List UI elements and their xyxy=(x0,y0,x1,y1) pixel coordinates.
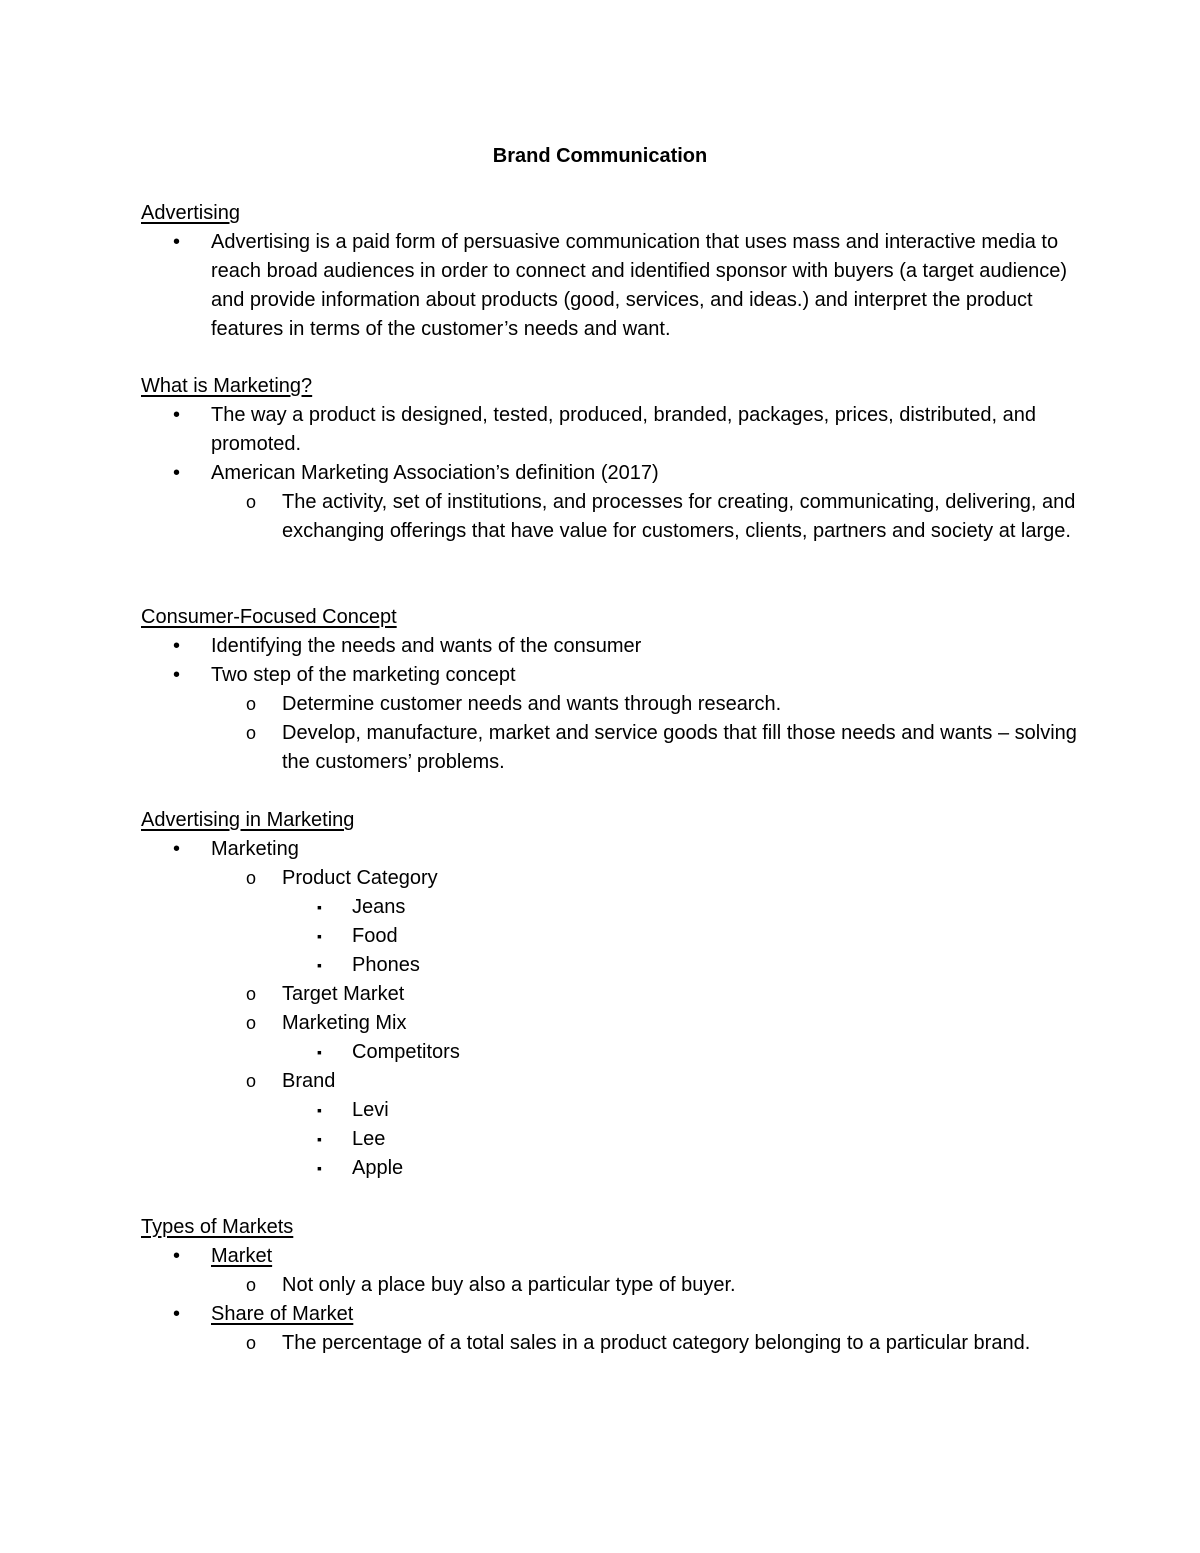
document-title: Brand Communication xyxy=(492,145,708,167)
circle-bullet-icon: o xyxy=(246,1275,257,1295)
section-consumer-focused-concept xyxy=(141,603,1101,777)
list-item-text: Jeans xyxy=(352,896,406,918)
bullet-icon: • xyxy=(173,1303,181,1325)
section-types-of-markets xyxy=(141,1213,1101,1358)
list-item xyxy=(141,1067,1101,1096)
bullet-icon: • xyxy=(173,462,181,484)
list-item-text: Target Market xyxy=(282,983,405,1005)
list-item xyxy=(141,661,1101,690)
list-item xyxy=(141,488,1101,546)
circle-bullet-icon: o xyxy=(246,984,257,1004)
list-item xyxy=(141,1329,1101,1358)
square-bullet-icon: ▪ xyxy=(317,1044,322,1060)
list-item xyxy=(141,980,1101,1009)
circle-bullet-icon: o xyxy=(246,1071,257,1091)
square-bullet-icon: ▪ xyxy=(317,928,322,944)
list-item xyxy=(141,1096,1101,1125)
list-item-text: Lee xyxy=(352,1128,386,1150)
bullet-icon: • xyxy=(173,231,181,253)
bullet-icon: • xyxy=(173,635,181,657)
section-heading: Advertising in Marketing xyxy=(141,809,355,831)
circle-bullet-icon: o xyxy=(246,868,257,888)
list-item-text: The activity, set of institutions, and processes for creating, communicating, delivering, and exchanging offerings that have value for customers, clients, partners and society at large. xyxy=(282,491,1076,542)
list-item-text: Levi xyxy=(352,1099,389,1121)
section-heading: What is Marketing? xyxy=(141,375,313,397)
list-item xyxy=(141,1125,1101,1154)
list-item-text: Brand xyxy=(282,1070,336,1092)
list-item xyxy=(141,632,1101,661)
list-item-text: Advertising is a paid form of persuasive communication that uses mass and interactive media to reach broad audiences in order to connect and identified sponsor with buyers (a target audience) and provide information about products (good, services, and ideas.) and interpret the product features in terms of the customer’s needs and want. xyxy=(211,231,1068,340)
list-item-text: Not only a place buy also a particular type of buyer. xyxy=(282,1274,736,1296)
list-item-text: Product Category xyxy=(282,867,438,889)
square-bullet-icon: ▪ xyxy=(317,899,322,915)
list-item-text: Market xyxy=(211,1245,273,1267)
square-bullet-icon: ▪ xyxy=(317,1131,322,1147)
list-item xyxy=(141,893,1101,922)
list-item-text: Marketing xyxy=(211,838,299,860)
circle-bullet-icon: o xyxy=(246,1013,257,1033)
list-item-text: The percentage of a total sales in a product category belonging to a particular brand. xyxy=(282,1332,1031,1354)
square-bullet-icon: ▪ xyxy=(317,1102,322,1118)
bullet-icon: • xyxy=(173,664,181,686)
list-item xyxy=(141,401,1101,459)
list-item xyxy=(141,1038,1101,1067)
list-item-text: Two step of the marketing concept xyxy=(211,664,516,686)
bullet-icon: • xyxy=(173,1245,181,1267)
bullet-icon: • xyxy=(173,404,181,426)
list-item xyxy=(141,1300,1101,1329)
section-heading: Types of Markets xyxy=(141,1216,294,1238)
square-bullet-icon: ▪ xyxy=(317,1160,322,1176)
square-bullet-icon: ▪ xyxy=(317,957,322,973)
list-item xyxy=(141,864,1101,893)
list-item-text: Competitors xyxy=(352,1041,460,1063)
list-item xyxy=(141,835,1101,864)
list-item-text: Phones xyxy=(352,954,420,976)
section-advertising-in-marketing xyxy=(141,806,1101,1183)
circle-bullet-icon: o xyxy=(246,492,257,512)
list-item xyxy=(141,1154,1101,1183)
list-item xyxy=(141,459,1101,488)
circle-bullet-icon: o xyxy=(246,1333,257,1353)
list-item xyxy=(141,1271,1101,1300)
circle-bullet-icon: o xyxy=(246,723,257,743)
section-advertising xyxy=(141,199,1101,344)
list-item xyxy=(141,922,1101,951)
section-what-is-marketing xyxy=(141,372,1101,546)
circle-bullet-icon: o xyxy=(246,694,257,714)
bullet-icon: • xyxy=(173,838,181,860)
list-item-text: The way a product is designed, tested, produced, branded, packages, prices, distributed, and promoted. xyxy=(211,404,1036,455)
list-item-text: Apple xyxy=(352,1157,404,1179)
list-item xyxy=(141,719,1101,777)
list-item-text: Food xyxy=(352,925,398,947)
section-heading: Advertising xyxy=(141,202,240,224)
list-item-text: Develop, manufacture, market and service goods that fill those needs and wants – solving the customers’ problems. xyxy=(282,722,1077,773)
list-item-text: American Marketing Association’s definition (2017) xyxy=(211,462,659,484)
list-item xyxy=(141,1009,1101,1038)
list-item-text: Marketing Mix xyxy=(282,1012,407,1034)
list-item xyxy=(141,951,1101,980)
list-item xyxy=(141,228,1101,344)
list-item xyxy=(141,690,1101,719)
list-item-text: Identifying the needs and wants of the consumer xyxy=(211,635,642,657)
list-item-text: Share of Market xyxy=(211,1303,354,1325)
list-item-text: Determine customer needs and wants through research. xyxy=(282,693,782,715)
section-heading: Consumer-Focused Concept xyxy=(141,606,397,628)
list-item xyxy=(141,1242,1101,1271)
